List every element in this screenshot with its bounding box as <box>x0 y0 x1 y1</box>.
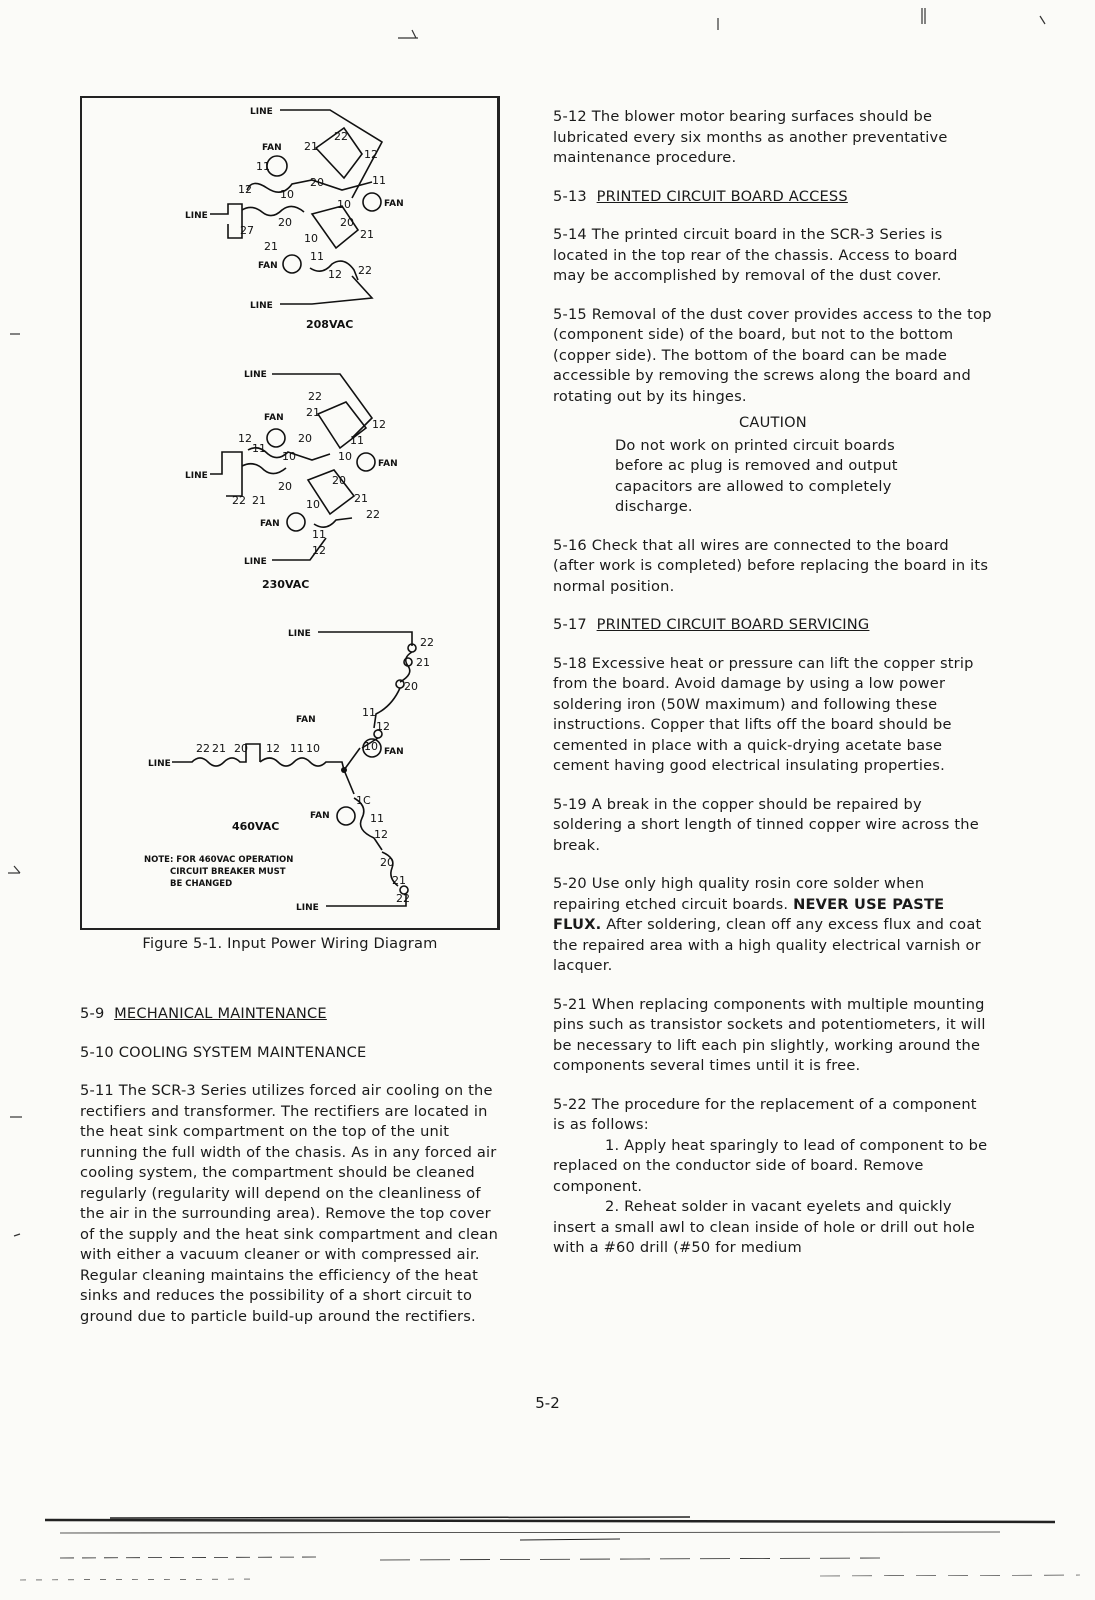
procedure-step-1: 1. Apply heat sparingly to lead of component to be replaced on the conductor side of board. Remove component. <box>553 1136 988 1195</box>
svg-text:10: 10 <box>304 232 318 245</box>
fan-label: FAN <box>262 143 282 153</box>
svg-text:12: 12 <box>374 828 388 841</box>
svg-text:FAN: FAN <box>378 459 398 469</box>
svg-text:12: 12 <box>376 720 390 733</box>
paragraph-5-15: 5-15 Removal of the dust cover provides access to the top (component side) of the board, but not to the bottom (copper side). The bottom of the board can be made accessible by removing the screws along the board and rotating out by its hinges. <box>553 305 992 405</box>
svg-text:21: 21 <box>264 240 278 253</box>
svg-text:LINE: LINE <box>296 903 319 913</box>
svg-text:10: 10 <box>364 740 378 753</box>
svg-text:10: 10 <box>337 198 351 211</box>
svg-text:22: 22 <box>232 494 246 507</box>
svg-text:FAN: FAN <box>384 199 404 209</box>
paragraph-5-11: 5-11 The SCR-3 Series utilizes forced air cooling on the rectifiers and transformer. The rectifiers are located in the heat sink compartment on the top of the unit running the full width of the chasis. As in any forced air cooling system, the compartment should be cleaned regularly (regularity will depend on the cleanliness of the air in the surrounding area). Remove the top cover of the supply and the heat sink compartment and clean with either a vacuum cleaner or with compressed air. Regular cleaning maintains the efficiency of the heat sinks and reduces the possibility of a short circuit to ground due to particle build-up around the rectifiers. <box>80 1082 499 1325</box>
svg-text:10: 10 <box>282 450 296 463</box>
svg-text:10: 10 <box>306 498 320 511</box>
paragraph-5-20: 5-20 Use only high quality rosin core solder when repairing etched circuit boards. NEVER USE PASTE FLUX. After soldering, clean off any excess flux and coat the repaired area with a high quality electrical varnish or lacquer. <box>553 875 982 974</box>
svg-text:21: 21 <box>252 494 266 507</box>
svg-text:20: 20 <box>404 680 418 693</box>
svg-text:LINE: LINE <box>185 211 208 221</box>
svg-text:1C: 1C <box>356 794 371 807</box>
paragraph-5-21: 5-21 When replacing components with multiple mounting pins such as transistor sockets and potentiometers, it will be necessary to lift each pin slightly, working around the components several times until it is free. <box>553 995 986 1074</box>
svg-text:LINE: LINE <box>244 370 267 380</box>
svg-text:11: 11 <box>362 706 376 719</box>
svg-text:FAN: FAN <box>258 261 278 271</box>
svg-text:22: 22 <box>196 742 210 755</box>
svg-text:12: 12 <box>364 148 378 161</box>
diagram-460vac <box>144 629 434 913</box>
svg-text:FAN: FAN <box>310 811 330 821</box>
note-line-3: BE CHANGED <box>170 879 233 889</box>
svg-text:21: 21 <box>306 406 320 419</box>
svg-text:22: 22 <box>334 130 348 143</box>
svg-text:10: 10 <box>306 742 320 755</box>
svg-text:22: 22 <box>366 508 380 521</box>
svg-text:11: 11 <box>310 250 324 263</box>
paragraph-5-14: 5-14 The printed circuit board in the SCR-3 Series is located in the top rear of the chassis. Access to board may be accomplished by removal of the dust cover. <box>553 226 958 284</box>
svg-text:20: 20 <box>332 474 346 487</box>
svg-text:LINE: LINE <box>244 557 267 567</box>
paragraph-5-12: 5-12 The blower motor bearing surfaces should be lubricated every six months as another preventative maintenance procedure. <box>553 108 948 166</box>
fan-symbol <box>267 156 287 176</box>
svg-text:20: 20 <box>310 176 324 189</box>
svg-text:12: 12 <box>238 183 252 196</box>
section-5-9-heading: 5-9 MECHANICAL MAINTENANCE <box>80 1005 327 1022</box>
paragraph-5-18: 5-18 Excessive heat or pressure can lift the copper strip from the board. Avoid damage by using a low power soldering iron (50W maximum) and following these instructions. Copper that lifts off the board should be cemented in place with a quick-drying acetate base cement having good electrical insulating properties. <box>553 654 974 774</box>
svg-text:12: 12 <box>238 432 252 445</box>
svg-text:22: 22 <box>308 390 322 403</box>
left-column <box>80 1004 510 1345</box>
figure-caption: Figure 5-1. Input Power Wiring Diagram <box>142 935 438 952</box>
svg-text:10: 10 <box>338 450 352 463</box>
label-230vac: 230VAC <box>262 578 310 591</box>
svg-text:12: 12 <box>266 742 280 755</box>
svg-text:11: 11 <box>252 442 266 455</box>
svg-text:21: 21 <box>416 656 430 669</box>
svg-text:11: 11 <box>372 174 386 187</box>
label-208vac: 208VAC <box>306 318 354 331</box>
svg-text:LINE: LINE <box>148 759 171 769</box>
right-column <box>553 107 993 1259</box>
svg-text:12: 12 <box>312 544 326 557</box>
svg-text:21: 21 <box>212 742 226 755</box>
svg-text:FAN: FAN <box>384 747 404 757</box>
svg-text:11: 11 <box>290 742 304 755</box>
paragraph-5-16: 5-16 Check that all wires are connected to the board (after work is completed) before replacing the board in its normal position. <box>553 536 989 595</box>
svg-text:21: 21 <box>304 140 318 153</box>
caution-text: Do not work on printed circuit boards before ac plug is removed and output capacitors are allowed to completely discharge. <box>615 436 898 515</box>
svg-text:FAN: FAN <box>296 715 316 725</box>
diagram-208vac <box>185 107 404 331</box>
svg-text:20: 20 <box>298 432 312 445</box>
section-5-10-heading: 5-10 COOLING SYSTEM MAINTENANCE <box>80 1043 367 1061</box>
svg-text:LINE: LINE <box>288 629 311 639</box>
svg-text:22: 22 <box>396 892 410 905</box>
svg-text:10: 10 <box>280 188 294 201</box>
note-line-2: CIRCUIT BREAKER MUST <box>170 867 286 877</box>
label-460vac: 460VAC <box>232 820 280 833</box>
svg-text:11: 11 <box>312 528 326 541</box>
svg-text:FAN: FAN <box>260 519 280 529</box>
svg-text:12: 12 <box>328 268 342 281</box>
procedure-step-2: 2. Reheat solder in vacant eyelets and quickly insert a small awl to clean inside of hole or drill out hole with a #60 drill (#50 for medium <box>553 1198 975 1256</box>
svg-text:LINE: LINE <box>185 471 208 481</box>
svg-text:20: 20 <box>278 216 292 229</box>
paste-flux-warning: NEVER USE PASTE FLUX. <box>553 895 945 933</box>
paragraph-5-19: 5-19 A break in the copper should be repaired by soldering a short length of tinned copper wire across the break. <box>553 795 979 854</box>
svg-text:11: 11 <box>350 434 364 447</box>
svg-text:11: 11 <box>256 160 270 173</box>
svg-text:20: 20 <box>278 480 292 493</box>
svg-text:20: 20 <box>340 216 354 229</box>
svg-text:22: 22 <box>420 636 434 649</box>
svg-text:22: 22 <box>358 264 372 277</box>
svg-text:11: 11 <box>370 812 384 825</box>
note-line-1: NOTE: FOR 460VAC OPERATION <box>144 855 294 865</box>
wiring-diagram-figure <box>80 96 500 930</box>
paragraph-5-22: 5-22 The procedure for the replacement of a component is as follows: <box>553 1095 977 1133</box>
svg-text:21: 21 <box>354 492 368 505</box>
line-label: LINE <box>250 107 273 117</box>
svg-text:12: 12 <box>372 418 386 431</box>
section-5-13-heading: 5-13 PRINTED CIRCUIT BOARD ACCESS <box>553 187 848 205</box>
svg-text:LINE: LINE <box>250 301 273 311</box>
diagram-230vac <box>185 370 398 591</box>
caution-heading: CAUTION <box>739 414 807 431</box>
svg-text:21: 21 <box>360 228 374 241</box>
svg-text:27: 27 <box>240 224 254 237</box>
svg-text:20: 20 <box>380 856 394 869</box>
svg-text:21: 21 <box>392 874 406 887</box>
section-5-17-heading: 5-17 PRINTED CIRCUIT BOARD SERVICING <box>553 616 870 633</box>
svg-text:FAN: FAN <box>264 413 284 423</box>
wiring-diagram-svg <box>82 98 498 928</box>
svg-text:20: 20 <box>234 742 248 755</box>
page-number: 5-2 <box>535 1394 560 1412</box>
